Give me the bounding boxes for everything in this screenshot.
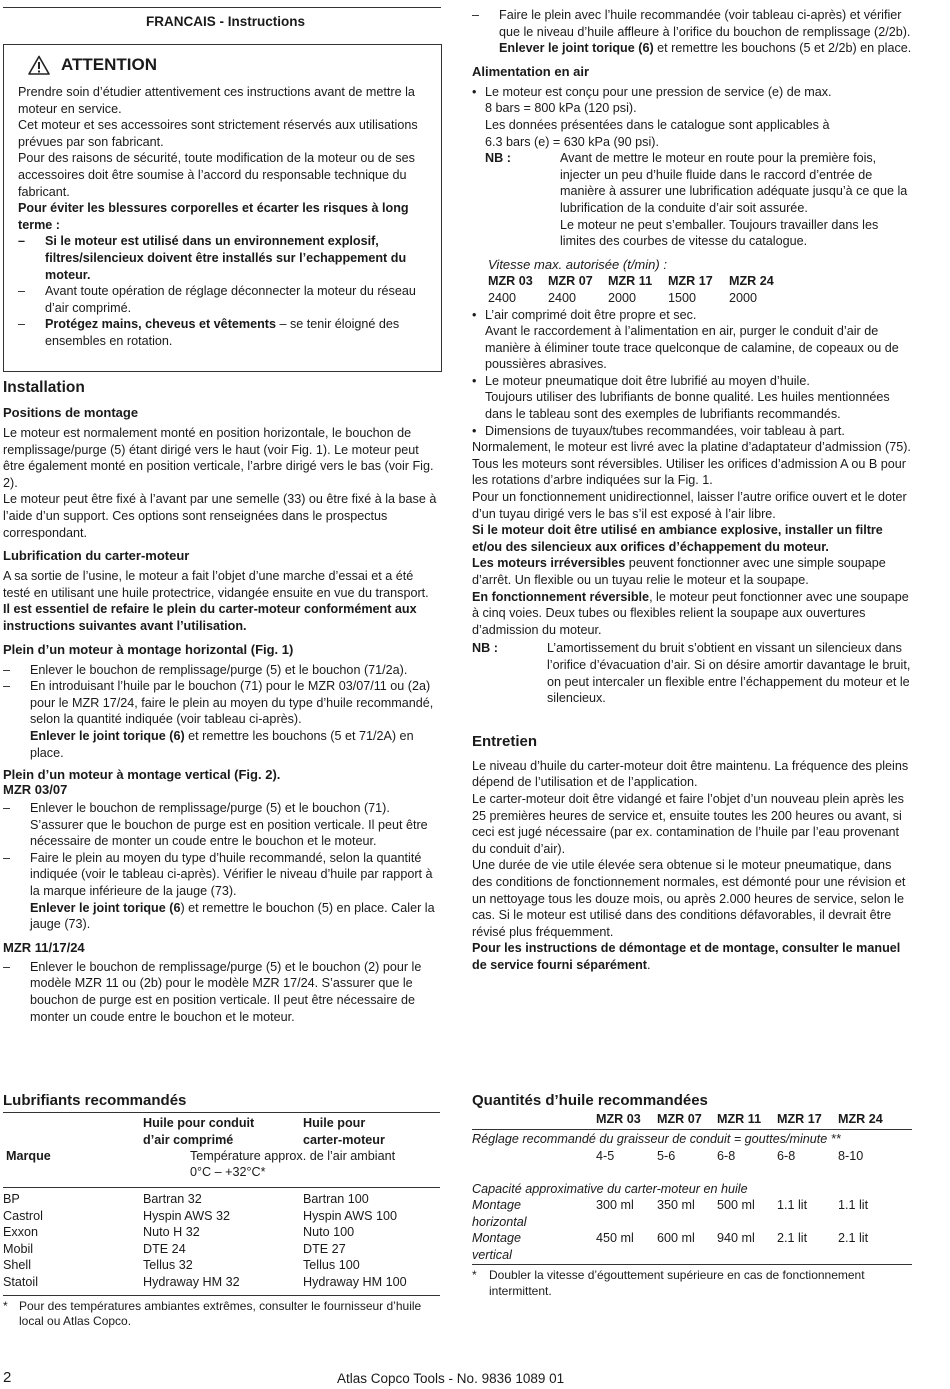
lubricants-section	[3, 1091, 440, 1330]
qty-model: MZR 07	[657, 1112, 702, 1126]
lubricants-table	[3, 1191, 407, 1291]
vertical-value: 450 ml	[596, 1231, 634, 1246]
brand-cell: Statoil	[3, 1274, 39, 1289]
attention-item-explosive: – Si le moteur est utilisé dans un environnement explosif, filtres/silencieux doivent être installés sur l’echappement du moteur.	[18, 233, 441, 283]
crankcase-oil-cell: Hydraway HM 100	[303, 1274, 407, 1289]
qty-model: MZR 17	[777, 1112, 822, 1126]
drip-value: 8-10	[838, 1148, 864, 1163]
maintenance-p4: Pour les instructions de démontage et de montage, consulter le manuel de service fourni séparément.	[472, 941, 901, 972]
mzr-step-1: – Enlever le bouchon de remplissage/purge (5) et le bouchon (2) pour le modèle MZR 11 ou (2b) pour le modèle MZR 17/24. S’assurer que le bouchon de purge est en position verticale. Il peut être nécessaire de monter un coude entre le bouchon et le moteur.	[3, 959, 440, 1025]
table-row	[3, 1257, 407, 1274]
installation-title: Installation	[3, 379, 85, 396]
quantities-models	[472, 1111, 912, 1129]
lubricants-header-rule	[3, 1187, 440, 1188]
speed-grid	[488, 273, 789, 306]
conduit-oil-cell: Hydraway HM 32	[143, 1274, 240, 1289]
drip-value: 5-6	[657, 1148, 676, 1163]
qty-model: MZR 24	[838, 1112, 883, 1126]
lubrication-title: Lubrification du carter-moteur	[3, 548, 190, 564]
warning-icon	[28, 55, 50, 75]
horizontal-value: 1.1 lit	[838, 1198, 869, 1213]
horizontal-row	[472, 1197, 912, 1230]
drip-value: 6-8	[717, 1148, 736, 1163]
table-row	[3, 1208, 407, 1225]
conduit-oil-cell: Tellus 32	[143, 1258, 193, 1273]
drip-value: 4-5	[596, 1148, 615, 1163]
conduit-oil-cell: DTE 24	[143, 1241, 186, 1256]
crankcase-oil-cell: DTE 27	[303, 1241, 346, 1256]
air-p2: Pour un fonctionnement unidirectionnel, laisser l’autre orifice ouvert et le doter d’un tuyau dirigé vers le bas s’il est exposé à l’air libre.	[472, 490, 907, 521]
table-row	[3, 1191, 407, 1208]
note-1: NB : Avant de mettre le moteur en route pour la première fois, injecter un peu d’huile fluide dans le raccord d’entrée de manière à assurer une lubrification adéquate jusqu’à ce que la lubrification de la conduite d’air soit assurée. Le moteur ne peut s’emballer. Toujours travailler dans les limites des courbes de vitesse du catalogue.	[485, 151, 908, 249]
horizontal-value: 1.1 lit	[777, 1198, 808, 1213]
crankcase-oil-cell: Nuto 100	[303, 1225, 355, 1240]
air-p1: Normalement, le moteur est livré avec la platine d’adaptateur d’admission (75). Tous les moteurs sont réversibles. Utiliser les orifices d’admission A ou B pour les rotations d’arbre indiquées sur la Fig. 1.	[472, 440, 911, 488]
conduit-oil-cell: Hyspin AWS 32	[143, 1208, 231, 1223]
brand-cell: Mobil	[3, 1241, 34, 1256]
speed-value: 1500	[668, 290, 697, 305]
header-title: FRANCAIS - Instructions	[145, 14, 305, 29]
crankcase-oil-cell: Tellus 100	[303, 1258, 360, 1273]
vertical-fill-sub: MZR 03/07	[3, 782, 68, 798]
right-top-step: – Faire le plein avec l’huile recommandée (voir tableau ci-après) et vérifier que le niveau d’huile affleure à l’orifice du bouchon de remplissage (2/2b). Enlever le joint torique (6) et remettre les bouchons (5 et 2/2b) en place.	[472, 7, 914, 57]
conduit-oil-cell: Bartran 32	[143, 1192, 202, 1206]
hose-item: • Dimensions de tuyaux/tubes recommandées, voir tableau à part.	[472, 423, 914, 440]
maintenance-title: Entretien	[472, 732, 538, 750]
lubrication-p2: Il est essentiel de refaire le plein du carter-moteur conformément aux instructions suivantes avant l’utilisation.	[3, 602, 417, 633]
quantities-bottom-rule	[472, 1264, 912, 1265]
lubricants-col2-head: Huile pour carter-moteur	[303, 1116, 385, 1147]
horizontal-step-2: – En introduisant l’huile par le bouchon (71) pour le MZR 03/07/11 ou (2a) pour le MZR 17/24, faire le plein au moyen du type d’huile recommandé, selon la quantité indiquée (voir tableau ci-après). Enlever le joint torique (6) et remettre les bouchons (5 et 71/2A) en place.	[3, 678, 440, 761]
speed-table	[472, 257, 914, 307]
horizontal-value: 500 ml	[717, 1198, 755, 1213]
quantities-rule	[472, 1129, 912, 1130]
lubricate-item: • Le moteur pneumatique doit être lubrifié au moyen d’huile. Toujours utiliser des lubrifiants de bonne qualité. Les huiles mentionnées dans le tableau sont des exemples de lubrifiants recommandés.	[472, 373, 914, 423]
table-row	[3, 1274, 407, 1291]
maintenance-p3: Une durée de vie utile élevée sera obtenue si le moteur pneumatique, dans des conditions de fonctionnement normales, est démonté pour une révision et un nettoyage tous les douze mois, ou après 2.000 heures de service, selon le cas. Si le moteur est utilisé dans des conditions défavorables, il devrait être révisé plus fréquemment.	[472, 858, 906, 939]
speed-value: 2000	[729, 290, 758, 305]
lubricants-header	[3, 1113, 440, 1187]
speed-value: 2000	[608, 290, 637, 305]
qty-model: MZR 11	[717, 1112, 762, 1126]
positions-title: Positions de montage	[3, 405, 139, 420]
quantities-title: Quantités d’huile recommandées	[472, 1092, 708, 1109]
table-row	[3, 1224, 407, 1241]
horizontal-value: 350 ml	[657, 1198, 695, 1213]
vertical-label: Montage vertical	[472, 1231, 522, 1262]
installation-column	[3, 378, 440, 1025]
brand-cell: BP	[3, 1192, 20, 1206]
lubricants-temp-line2: 0°C – +32°C*	[190, 1165, 266, 1179]
attention-item-protect: – Protégez mains, cheveus et vêtements – se tenir éloigné des ensembles en rotation.	[18, 316, 441, 349]
brand-cell: Castrol	[3, 1208, 43, 1223]
right-column	[472, 7, 914, 973]
vertical-row	[472, 1230, 912, 1263]
quantities-footnote: * Doubler la vitesse d’égouttement supérieure en cas de fonctionnement intermittent.	[472, 1268, 865, 1298]
qty-model: MZR 03	[596, 1112, 641, 1126]
speed-model: MZR 11	[608, 274, 653, 289]
quantities-section	[472, 1091, 912, 1299]
lubricants-temp-line1: Température approx. de l’air ambiant	[190, 1149, 396, 1163]
vertical-fill-title: Plein d’un moteur à montage vertical (Fig. 2).	[3, 767, 281, 783]
speed-model: MZR 24	[729, 274, 774, 289]
positions-p2: Le moteur peut être fixé à l’avant par une semelle (33) ou être fixé à la base à l’aide d’un support. Ces options sont renseignées dans le prospectus correspondant.	[3, 492, 437, 540]
drip-values	[472, 1148, 912, 1165]
maintenance-p2: Le carter-moteur doit être vidangé et faire l’objet d’un nouveau plein après les 25 premières heures de service et, ensuite toutes les 200 heures ou avant, si ceci est jugé nécessaire (par ex. contamination de l’huile par l’eau provenant du conduit d’air).	[472, 791, 904, 856]
air-pressure-item: • Le moteur est conçu pour une pression de service (e) de max. 8 bars = 800 kPa (120 psi). Les données présentées dans le catalogue sont applicables à 6.3 bars (e) = 630 kPa (90 psi).	[472, 84, 914, 150]
brand-cell: Exxon	[3, 1225, 39, 1240]
note-2: NB : L’amortissement du bruit s’obtient en vissant un silencieux dans l’orifice d’évacuation d’air. Si on désire amortir davantage le bruit, on peut intercaler un flexible entre l’échappement du moteur et le silencieux.	[472, 641, 911, 706]
speed-model: MZR 17	[668, 274, 713, 289]
lubricants-title: Lubrifiants recommandés	[3, 1092, 187, 1109]
attention-p1: Prendre soin d’étudier attentivement ces instructions avant de mettre la moteur en service.	[18, 85, 415, 116]
drip-value: 6-8	[777, 1148, 796, 1163]
crankcase-oil-cell: Bartran 100	[303, 1192, 369, 1206]
horizontal-fill-title: Plein d’un moteur à montage horizontal (Fig. 1)	[3, 641, 294, 657]
attention-p2: Cet moteur et ses accessoires sont strictement réservés aux utilisations prévues par son fabricant.	[18, 118, 418, 149]
mzr-11-17-24-title: MZR 11/17/24	[3, 939, 85, 955]
lubricants-bottom-rule	[3, 1295, 440, 1296]
attention-box	[3, 44, 442, 372]
lubricants-footnote: * Pour des températures ambiantes extrêmes, consulter le fournisseur d’huile local ou Atlas Copco.	[3, 1298, 422, 1329]
vertical-value: 940 ml	[717, 1231, 755, 1246]
air-p5: En fonctionnement réversible, le moteur peut fonctionner avec une soupape à cinq voies. Deux tubes ou flexibles relient la soupape aux ouvertures d’admission du moteur.	[472, 589, 909, 637]
attention-item-disconnect: – Avant toute opération de réglage déconnecter la moteur du réseau d’air comprimé.	[18, 283, 441, 316]
clean-air-item: • L’air comprimé doit être propre et sec. Avant le raccordement à l’alimentation en air, purger le conduit d’air de manière à éliminer toute trace quelconque de calamine, de copeaux ou de poussières abrasives.	[472, 307, 914, 373]
horizontal-value: 300 ml	[596, 1198, 634, 1213]
page-number: 2	[3, 1369, 12, 1386]
brand-cell: Shell	[3, 1258, 32, 1273]
air-supply-title: Alimentation en air	[472, 63, 590, 79]
header-rule	[3, 7, 441, 8]
drip-label: Réglage recommandé du graisseur de conduit = gouttes/minute **	[472, 1132, 841, 1146]
lubricants-brand-head: Marque	[6, 1149, 51, 1163]
vertical-step-1: – Enlever le bouchon de remplissage/purge (5) et le bouchon (71). S’assurer que le bouchon de purge est en position verticale. Il peut être nécessaire de monter un coude entre le bouchon et le moteur.	[3, 800, 440, 850]
attention-p3: Pour des raisons de sécurité, toute modification de la moteur ou de ses accessoires doit être soumise à l’accord du responsable technique du fabricant.	[18, 151, 415, 199]
vertical-value: 2.1 lit	[838, 1231, 869, 1246]
speed-model: MZR 03	[488, 274, 533, 289]
speed-model: MZR 07	[548, 274, 593, 289]
positions-p1: Le moteur est normalement monté en position horizontale, le bouchon de remplissage/purge (5) étant dirigé vers le haut (voir Fig. 1). Le moteur peut être également monté en position verticale, l’arbre dirigé vers le bas (voir Fig. 2).	[3, 426, 434, 490]
table-row	[3, 1241, 407, 1258]
speed-value: 2400	[548, 290, 577, 305]
lubricants-col1-head: Huile pour conduit d’air comprimé	[143, 1116, 255, 1147]
maintenance-p1: Le niveau d’huile du carter-moteur doit être maintenu. La fréquence des pleins dépend de l’utilisation et de l’application.	[472, 758, 909, 790]
lubrication-p1: A sa sortie de l’usine, le moteur a fait l’objet d’une marche d’essai et a été testé en utilisant une huile protectrice, vidangée ensuite en vue du transport.	[3, 569, 429, 600]
horizontal-step-1: – Enlever le bouchon de remplissage/purge (5) et le bouchon (71/2a).	[3, 662, 440, 679]
vertical-value: 2.1 lit	[777, 1231, 808, 1246]
crankcase-oil-cell: Hyspin AWS 100	[303, 1208, 398, 1223]
air-p3: Si le moteur doit être utilisé en ambiance explosive, installer un filtre et/ou des silencieux aux orifices d’échappement du moteur.	[472, 523, 883, 554]
air-p4: Les moteurs irréversibles peuvent fonctionner avec une simple soupape d’arrêt. Un flexible ou un tuyau relie le moteur et la soupape.	[472, 556, 886, 587]
attention-title: ATTENTION	[61, 54, 158, 74]
attention-p4: Pour éviter les blessures corporelles et écarter les risques à long terme :	[18, 201, 409, 232]
capacity-label: Capacité approximative du carter-moteur en huile	[472, 1181, 748, 1196]
vertical-value: 600 ml	[657, 1231, 695, 1246]
speed-value: 2400	[488, 290, 517, 305]
document-number: Atlas Copco Tools - No. 9836 1089 01	[337, 1371, 565, 1386]
conduit-oil-cell: Nuto H 32	[143, 1225, 200, 1240]
horizontal-label: Montage horizontal	[472, 1198, 527, 1229]
vertical-step-2: – Faire le plein au moyen du type d’huile recommandé, selon la quantité indiquée (voir le tableau ci-après). Vérifier le niveau d’huile par rapport à la marque inférieure de la jauge (73). Enlever le joint torique (6) et remettre le bouchon (5) en place. Caler la jauge (73).	[3, 850, 440, 933]
attention-heading	[18, 55, 441, 75]
speed-table-title: Vitesse max. autorisée (t/min) :	[488, 256, 667, 272]
